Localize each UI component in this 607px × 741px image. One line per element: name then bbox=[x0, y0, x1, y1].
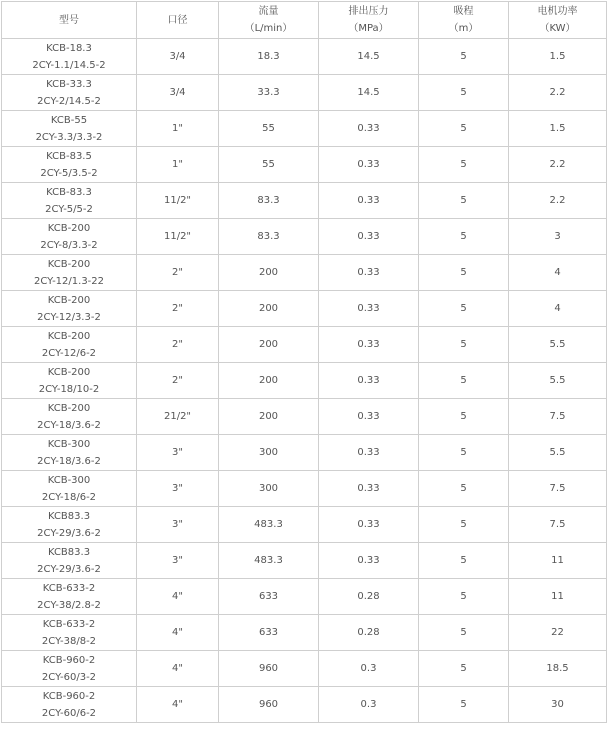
cell-model bbox=[2, 147, 137, 183]
cell-suction: 5 bbox=[419, 291, 509, 327]
cell-power: 18.5 bbox=[509, 651, 607, 687]
cell-caliber: 3/4 bbox=[137, 39, 219, 75]
cell-suction: 5 bbox=[419, 183, 509, 219]
cell-caliber: 1" bbox=[137, 111, 219, 147]
cell-power: 2.2 bbox=[509, 183, 607, 219]
cell-caliber: 3" bbox=[137, 543, 219, 579]
cell-caliber: 2" bbox=[137, 327, 219, 363]
cell-caliber: 21/2" bbox=[137, 399, 219, 435]
cell-flow: 483.3 bbox=[219, 543, 319, 579]
cell-power: 4 bbox=[509, 255, 607, 291]
cell-suction: 5 bbox=[419, 651, 509, 687]
cell-power: 7.5 bbox=[509, 471, 607, 507]
cell-caliber: 1" bbox=[137, 147, 219, 183]
cell-pressure: 14.5 bbox=[319, 75, 419, 111]
cell-pressure: 0.3 bbox=[319, 651, 419, 687]
cell-flow: 300 bbox=[219, 435, 319, 471]
model-kcb: KCB-300 bbox=[47, 438, 91, 450]
model-kcb: KCB-633-2 bbox=[42, 618, 96, 630]
cell-model bbox=[2, 291, 137, 327]
cell-power: 5.5 bbox=[509, 363, 607, 399]
cell-model bbox=[2, 687, 137, 723]
cell-flow: 960 bbox=[219, 651, 319, 687]
cell-flow: 18.3 bbox=[219, 39, 319, 75]
cell-model bbox=[2, 579, 137, 615]
table-row bbox=[2, 183, 607, 219]
cell-suction: 5 bbox=[419, 363, 509, 399]
table-row bbox=[2, 147, 607, 183]
cell-model bbox=[2, 399, 137, 435]
cell-model bbox=[2, 651, 137, 687]
cell-pressure: 0.33 bbox=[319, 543, 419, 579]
spec-table-container bbox=[1, 1, 607, 723]
cell-caliber: 3" bbox=[137, 435, 219, 471]
model-kcb: KCB83.3 bbox=[47, 510, 91, 522]
table-row bbox=[2, 651, 607, 687]
header-power: 电机功率 （KW） bbox=[509, 2, 607, 39]
cell-pressure: 0.33 bbox=[319, 291, 419, 327]
table-row bbox=[2, 543, 607, 579]
model-2cy: 2CY-18/3.6-2 bbox=[37, 419, 101, 431]
table-row bbox=[2, 435, 607, 471]
model-2cy: 2CY-38/8-2 bbox=[41, 635, 97, 647]
cell-flow: 960 bbox=[219, 687, 319, 723]
table-row bbox=[2, 507, 607, 543]
model-2cy: 2CY-29/3.6-2 bbox=[37, 527, 101, 539]
table-row bbox=[2, 75, 607, 111]
cell-caliber: 4" bbox=[137, 579, 219, 615]
model-2cy: 2CY-5/3.5-2 bbox=[40, 167, 98, 179]
cell-pressure: 0.33 bbox=[319, 255, 419, 291]
cell-caliber: 11/2" bbox=[137, 183, 219, 219]
cell-suction: 5 bbox=[419, 435, 509, 471]
cell-pressure: 0.33 bbox=[319, 111, 419, 147]
cell-flow: 55 bbox=[219, 111, 319, 147]
cell-flow: 33.3 bbox=[219, 75, 319, 111]
model-2cy: 2CY-12/1.3-22 bbox=[33, 275, 105, 287]
cell-suction: 5 bbox=[419, 507, 509, 543]
model-kcb: KCB-300 bbox=[47, 474, 91, 486]
model-2cy: 2CY-2/14.5-2 bbox=[37, 95, 101, 107]
cell-model bbox=[2, 507, 137, 543]
cell-pressure: 0.33 bbox=[319, 327, 419, 363]
table-row bbox=[2, 327, 607, 363]
cell-flow: 200 bbox=[219, 255, 319, 291]
model-kcb: KCB-200 bbox=[47, 222, 91, 234]
cell-suction: 5 bbox=[419, 39, 509, 75]
cell-power: 1.5 bbox=[509, 39, 607, 75]
cell-flow: 55 bbox=[219, 147, 319, 183]
cell-pressure: 0.33 bbox=[319, 471, 419, 507]
cell-power: 11 bbox=[509, 543, 607, 579]
cell-flow: 83.3 bbox=[219, 183, 319, 219]
cell-flow: 200 bbox=[219, 363, 319, 399]
cell-suction: 5 bbox=[419, 471, 509, 507]
cell-flow: 200 bbox=[219, 291, 319, 327]
cell-flow: 300 bbox=[219, 471, 319, 507]
cell-suction: 5 bbox=[419, 399, 509, 435]
cell-pressure: 0.33 bbox=[319, 147, 419, 183]
cell-flow: 483.3 bbox=[219, 507, 319, 543]
model-2cy: 2CY-18/3.6-2 bbox=[37, 455, 101, 467]
cell-power: 22 bbox=[509, 615, 607, 651]
cell-flow: 633 bbox=[219, 615, 319, 651]
cell-model bbox=[2, 615, 137, 651]
cell-flow: 633 bbox=[219, 579, 319, 615]
cell-caliber: 2" bbox=[137, 255, 219, 291]
cell-suction: 5 bbox=[419, 111, 509, 147]
header-caliber: 口径 bbox=[137, 2, 219, 39]
model-kcb: KCB-200 bbox=[47, 258, 91, 270]
model-2cy: 2CY-18/6-2 bbox=[41, 491, 97, 503]
header-flow: 流量 （L/min） bbox=[219, 2, 319, 39]
cell-suction: 5 bbox=[419, 75, 509, 111]
cell-model bbox=[2, 111, 137, 147]
cell-caliber: 4" bbox=[137, 687, 219, 723]
cell-flow: 200 bbox=[219, 399, 319, 435]
table-row bbox=[2, 399, 607, 435]
cell-suction: 5 bbox=[419, 147, 509, 183]
model-2cy: 2CY-29/3.6-2 bbox=[37, 563, 101, 575]
model-kcb: KCB83.3 bbox=[47, 546, 91, 558]
cell-suction: 5 bbox=[419, 543, 509, 579]
header-model: 型号 bbox=[2, 2, 137, 39]
cell-caliber: 4" bbox=[137, 615, 219, 651]
table-header bbox=[2, 2, 607, 39]
cell-model bbox=[2, 363, 137, 399]
cell-flow: 200 bbox=[219, 327, 319, 363]
cell-model bbox=[2, 543, 137, 579]
table-row bbox=[2, 687, 607, 723]
model-kcb: KCB-18.3 bbox=[46, 42, 92, 54]
table-row bbox=[2, 363, 607, 399]
model-kcb: KCB-633-2 bbox=[42, 582, 96, 594]
cell-pressure: 0.33 bbox=[319, 363, 419, 399]
header-row bbox=[2, 2, 607, 39]
cell-caliber: 4" bbox=[137, 651, 219, 687]
cell-power: 7.5 bbox=[509, 399, 607, 435]
cell-pressure: 0.33 bbox=[319, 399, 419, 435]
model-2cy: 2CY-12/3.3-2 bbox=[37, 311, 101, 323]
cell-power: 2.2 bbox=[509, 75, 607, 111]
cell-caliber: 2" bbox=[137, 363, 219, 399]
model-kcb: KCB-83.5 bbox=[46, 150, 92, 162]
model-2cy: 2CY-38/2.8-2 bbox=[37, 599, 101, 611]
cell-power: 11 bbox=[509, 579, 607, 615]
cell-suction: 5 bbox=[419, 219, 509, 255]
cell-pressure: 0.33 bbox=[319, 435, 419, 471]
table-row bbox=[2, 471, 607, 507]
model-kcb: KCB-960-2 bbox=[42, 690, 96, 702]
cell-model bbox=[2, 183, 137, 219]
cell-model bbox=[2, 327, 137, 363]
table-row bbox=[2, 615, 607, 651]
cell-power: 5.5 bbox=[509, 327, 607, 363]
model-2cy: 2CY-18/10-2 bbox=[38, 383, 100, 395]
cell-power: 7.5 bbox=[509, 507, 607, 543]
cell-power: 3 bbox=[509, 219, 607, 255]
model-2cy: 2CY-3.3/3.3-2 bbox=[35, 131, 103, 143]
model-2cy: 2CY-60/6-2 bbox=[41, 707, 97, 719]
cell-power: 1.5 bbox=[509, 111, 607, 147]
model-kcb: KCB-33.3 bbox=[46, 78, 92, 90]
cell-suction: 5 bbox=[419, 615, 509, 651]
table-row bbox=[2, 255, 607, 291]
table-row bbox=[2, 579, 607, 615]
cell-caliber: 3" bbox=[137, 471, 219, 507]
model-kcb: KCB-200 bbox=[47, 294, 91, 306]
cell-pressure: 0.3 bbox=[319, 687, 419, 723]
cell-pressure: 0.28 bbox=[319, 579, 419, 615]
cell-pressure: 0.33 bbox=[319, 183, 419, 219]
cell-suction: 5 bbox=[419, 255, 509, 291]
cell-pressure: 14.5 bbox=[319, 39, 419, 75]
model-kcb: KCB-200 bbox=[47, 402, 91, 414]
pump-spec-table bbox=[1, 1, 607, 723]
header-pressure: 排出压力 （MPa） bbox=[319, 2, 419, 39]
cell-flow: 83.3 bbox=[219, 219, 319, 255]
cell-pressure: 0.28 bbox=[319, 615, 419, 651]
table-row bbox=[2, 111, 607, 147]
model-2cy: 2CY-1.1/14.5-2 bbox=[32, 59, 106, 71]
cell-model bbox=[2, 255, 137, 291]
cell-caliber: 3" bbox=[137, 507, 219, 543]
cell-suction: 5 bbox=[419, 327, 509, 363]
model-2cy: 2CY-12/6-2 bbox=[41, 347, 97, 359]
model-2cy: 2CY-8/3.3-2 bbox=[40, 239, 98, 251]
cell-model bbox=[2, 75, 137, 111]
cell-power: 30 bbox=[509, 687, 607, 723]
cell-pressure: 0.33 bbox=[319, 507, 419, 543]
cell-pressure: 0.33 bbox=[319, 219, 419, 255]
cell-model bbox=[2, 471, 137, 507]
table-body bbox=[2, 39, 607, 723]
model-kcb: KCB-960-2 bbox=[42, 654, 96, 666]
model-2cy: 2CY-5/5-2 bbox=[45, 203, 93, 215]
cell-caliber: 11/2" bbox=[137, 219, 219, 255]
cell-model bbox=[2, 219, 137, 255]
table-row bbox=[2, 219, 607, 255]
cell-model bbox=[2, 435, 137, 471]
table-row bbox=[2, 291, 607, 327]
cell-caliber: 3/4 bbox=[137, 75, 219, 111]
cell-power: 2.2 bbox=[509, 147, 607, 183]
cell-suction: 5 bbox=[419, 687, 509, 723]
model-kcb: KCB-200 bbox=[47, 330, 91, 342]
cell-caliber: 2" bbox=[137, 291, 219, 327]
model-kcb: KCB-55 bbox=[50, 114, 88, 126]
model-kcb: KCB-83.3 bbox=[46, 186, 92, 198]
model-2cy: 2CY-60/3-2 bbox=[41, 671, 97, 683]
cell-model bbox=[2, 39, 137, 75]
cell-power: 4 bbox=[509, 291, 607, 327]
header-suction: 吸程 （m） bbox=[419, 2, 509, 39]
table-row bbox=[2, 39, 607, 75]
cell-suction: 5 bbox=[419, 579, 509, 615]
cell-power: 5.5 bbox=[509, 435, 607, 471]
model-kcb: KCB-200 bbox=[47, 366, 91, 378]
